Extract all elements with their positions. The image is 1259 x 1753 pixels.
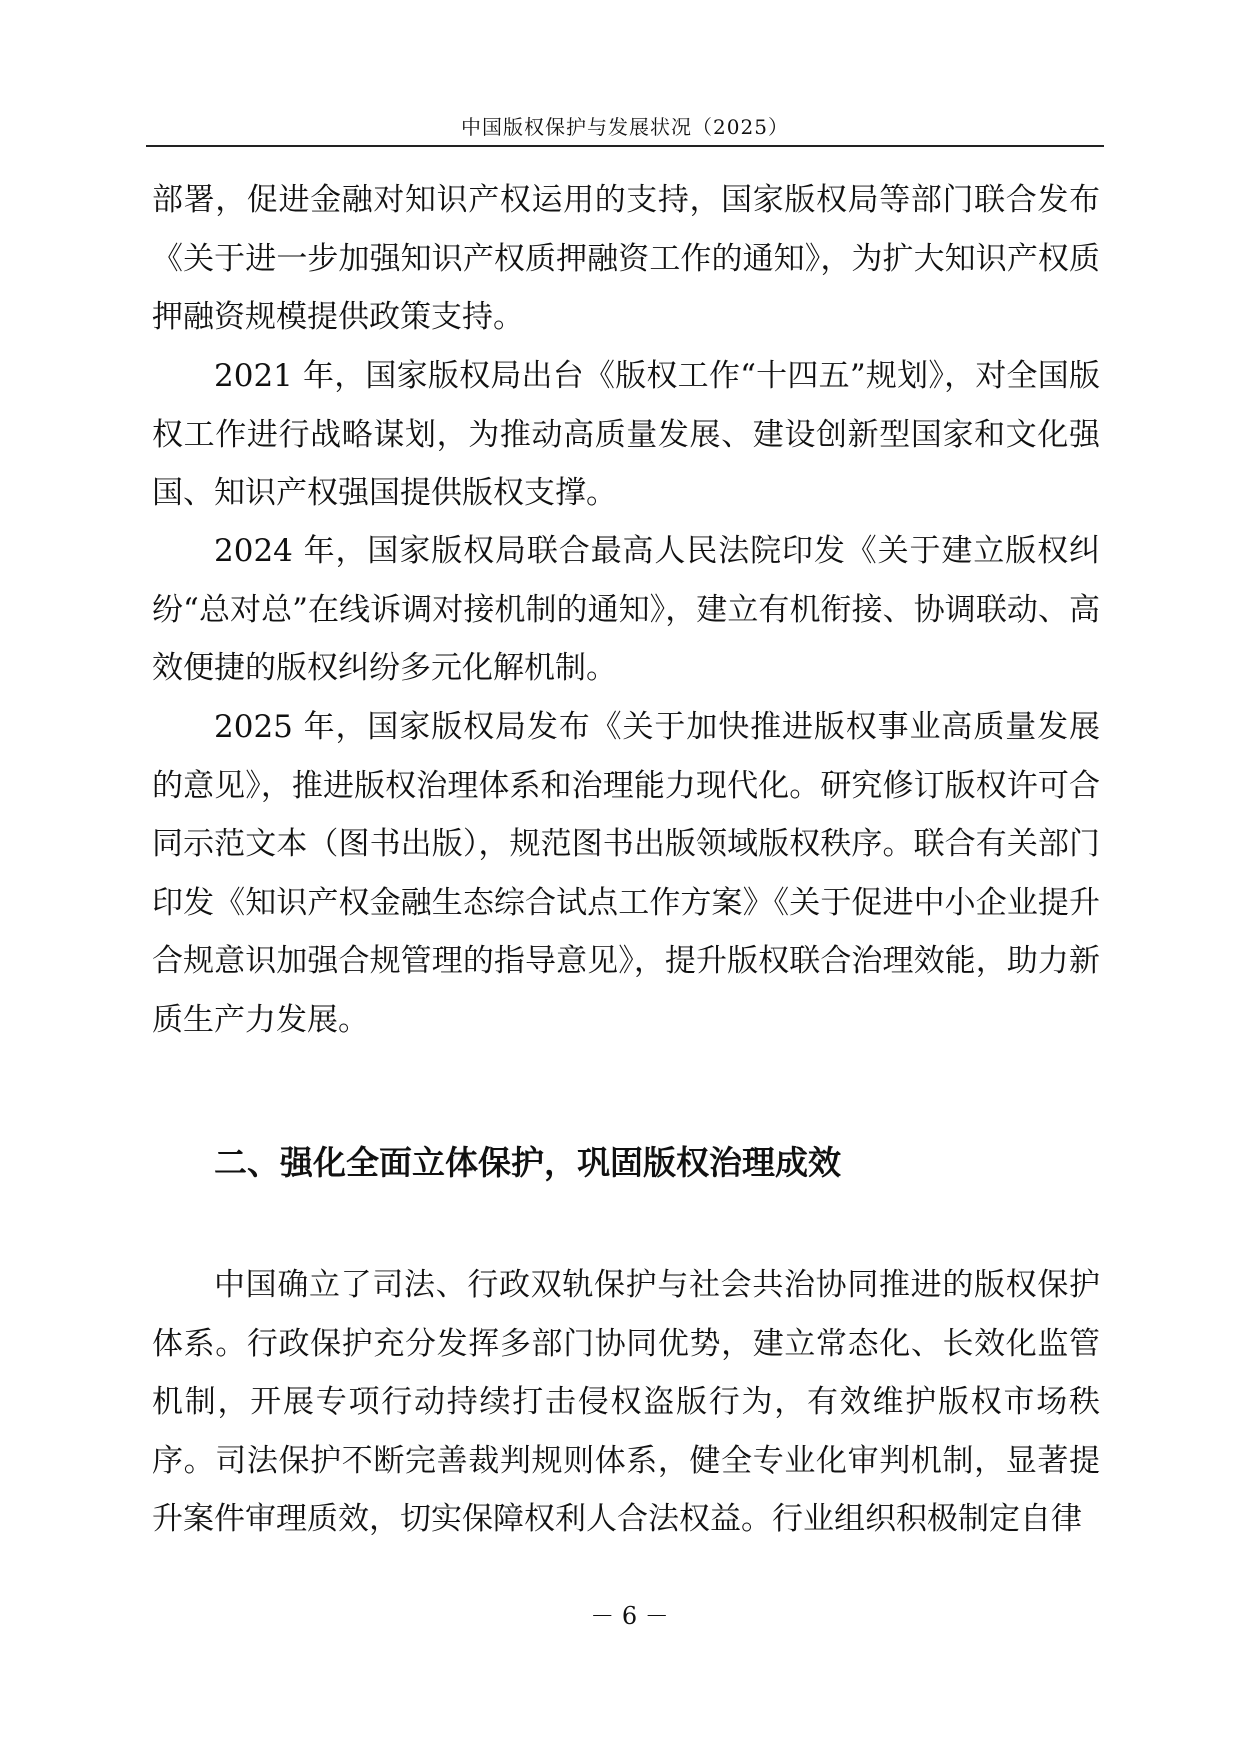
header-rule bbox=[146, 145, 1104, 147]
paragraph-continued: 部署，促进金融对知识产权运用的支持，国家版权局等部门联合发布《关于进一步加强知识产权质押融资工作的通知》，为扩大知识产权质押融资规模提供政策支持。 bbox=[152, 182, 1100, 335]
section-heading: 二、强化全面立体保护，巩固版权治理成效 bbox=[214, 1143, 841, 1182]
paragraph-2025: 2025 年，国家版权局发布《关于加快推进版权事业高质量发展的意见》，推进版权治理体系和治理能力现代化。研究修订版权许可合同示范文本（图书出版），规范图书出版领域版权秩序。联合有关部门印发《知识产权金融生态综合试点工作方案》《关于促进中小企业提升合规意识加强合规管理的指导意见》，提升版权联合治理效能，助力新质生产力发展。 bbox=[152, 709, 1100, 1038]
paragraph-2021: 2021 年，国家版权局出台《版权工作“十四五”规划》，对全国版权工作进行战略谋划，为推动高质量发展、建设创新型国家和文化强国、知识产权强国提供版权支撑。 bbox=[152, 358, 1100, 511]
paragraph-2024: 2024 年，国家版权局联合最高人民法院印发《关于建立版权纠纷“总对总”在线诉调对接机制的通知》，建立有机衔接、协调联动、高效便捷的版权纠纷多元化解机制。 bbox=[152, 533, 1100, 686]
page-number: － 6 － bbox=[590, 1602, 669, 1630]
running-header: 中国版权保护与发展状况（2025） bbox=[461, 115, 789, 139]
section-paragraph: 中国确立了司法、行政双轨保护与社会共治协同推进的版权保护体系。行政保护充分发挥多部门协同优势，建立常态化、长效化监管机制，开展专项行动持续打击侵权盗版行为，有效维护版权市场秩序。司法保护不断完善裁判规则体系，健全专业化审判机制，显著提升案件审理质效，切实保障权利人合法权益。行业组织积极制定自律 bbox=[152, 1267, 1100, 1537]
